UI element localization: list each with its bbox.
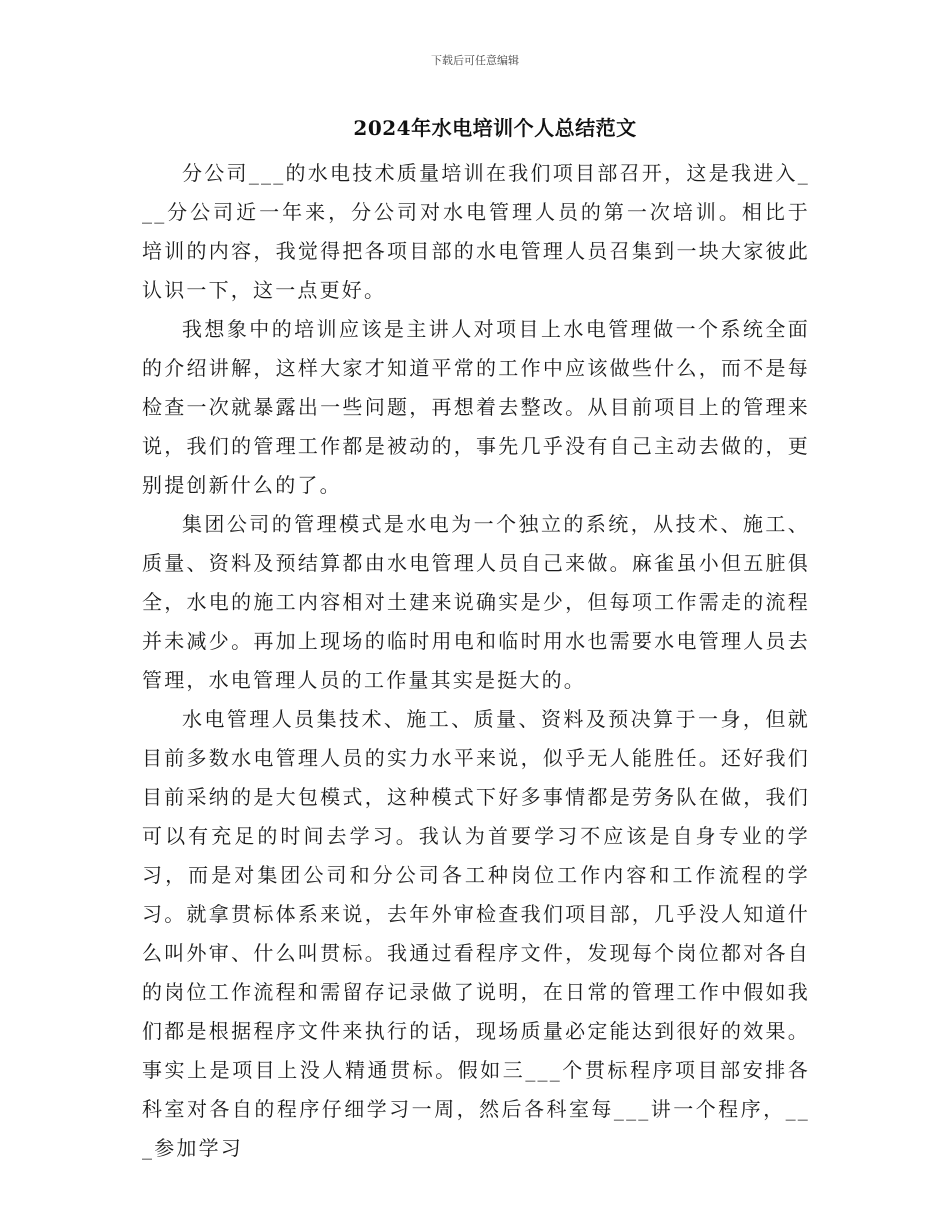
- document-body: [142, 154, 810, 1168]
- document-title: 2024年水电培训个人总结范文: [353, 116, 637, 140]
- paragraph-3: 集团公司的管理模式是水电为一个独立的系统，从技术、施工、质量、资料及预结算都由水电管理人员自己来做。麻雀虽小但五脏俱全，水电的施工内容相对土建来说确实是少，但每项工作需走的流程并未减少。再加上现场的临时用电和临时用水也需要水电管理人员去管理，水电管理人员的工作量其实是挺大的。: [142, 512, 810, 692]
- paragraph-1: 分公司___的水电技术质量培训在我们项目部召开，这是我进入___分公司近一年来，分公司对水电管理人员的第一次培训。相比于培训的内容，我觉得把各项目部的水电管理人员召集到一块大家彼此认识一下，这一点更好。: [142, 161, 810, 302]
- paragraph-2: 我想象中的培训应该是主讲人对项目上水电管理做一个系统全面的介绍讲解，这样大家才知道平常的工作中应该做些什么，而不是每检查一次就暴露出一些问题，再想着去整改。从目前项目上的管理来说，我们的管理工作都是被动的，事先几乎没有自己主动去做的，更别提创新什么的了。: [142, 317, 810, 497]
- paragraph-4: 水电管理人员集技术、施工、质量、资料及预决算于一身，但就目前多数水电管理人员的实力水平来说，似乎无人能胜任。还好我们目前采纳的是大包模式，这种模式下好多事情都是劳务队在做，我们可以有充足的时间去学习。我认为首要学习不应该是自身专业的学习，而是对集团公司和分公司各工种岗位工作内容和工作流程的学习。就拿贯标体系来说，去年外审检查我们项目部，几乎没人知道什么叫外审、什么叫贯标。我通过看程序文件，发现每个岗位都对各自的岗位工作流程和需留存记录做了说明，在日常的管理工作中假如我们都是根据程序文件来执行的话，现场质量必定能达到很好的效果。事实上是项目上没人精通贯标。假如三___个贯标程序项目部安排各科室对各自的程序仔细学习一周，然后各科室每___讲一个程序，___参加学习: [142, 707, 810, 1160]
- header-note: 下载后可任意编辑: [431, 54, 519, 67]
